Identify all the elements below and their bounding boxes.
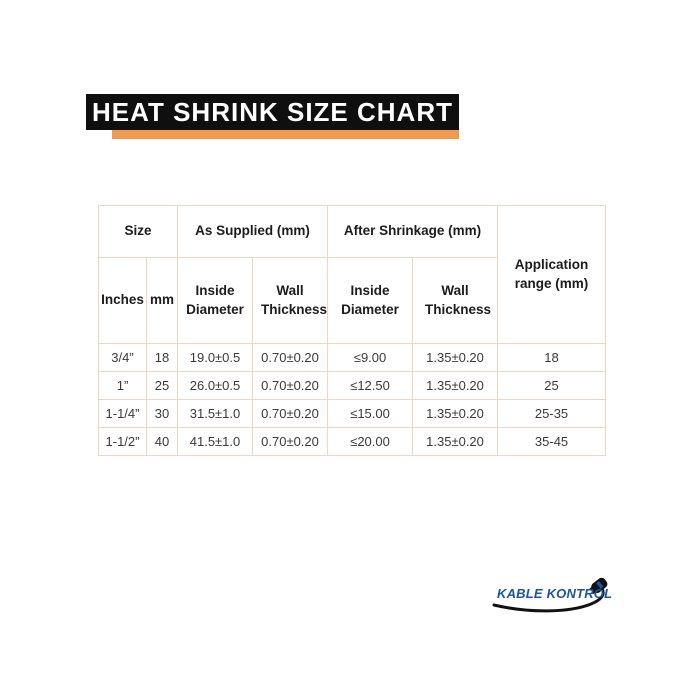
- cell-application-range: 18: [498, 344, 606, 372]
- cell-shrunk-inside-diameter: ≤9.00: [328, 344, 413, 372]
- table-row: [99, 344, 606, 372]
- table-row: [99, 372, 606, 400]
- cell-supplied-inside-diameter: 31.5±1.0: [178, 400, 253, 428]
- cell-mm: 25: [147, 372, 178, 400]
- subheader-wall-thickness-shrunk: Wall Thickness: [413, 258, 498, 344]
- cell-supplied-wall-thickness: 0.70±0.20: [253, 372, 328, 400]
- cell-mm: 30: [147, 400, 178, 428]
- subheader-wall-thickness-supplied: Wall Thickness: [253, 258, 328, 344]
- cell-inches: 3/4”: [99, 344, 147, 372]
- header-group-row: [99, 206, 606, 258]
- cell-shrunk-wall-thickness: 1.35±0.20: [413, 400, 498, 428]
- kable-kontrol-logo: [492, 572, 620, 616]
- header-application-range: Application range (mm): [498, 206, 606, 344]
- cell-inches: 1-1/4”: [99, 400, 147, 428]
- cell-supplied-inside-diameter: 41.5±1.0: [178, 428, 253, 456]
- cell-shrunk-inside-diameter: ≤20.00: [328, 428, 413, 456]
- subheader-inside-diameter-shrunk: Inside Diameter: [328, 258, 413, 344]
- header-as-supplied: As Supplied (mm): [178, 206, 328, 258]
- cell-supplied-inside-diameter: 26.0±0.5: [178, 372, 253, 400]
- cell-application-range: 35-45: [498, 428, 606, 456]
- subheader-inches: Inches: [99, 258, 147, 344]
- cell-application-range: 25: [498, 372, 606, 400]
- subheader-mm: mm: [147, 258, 178, 344]
- cell-supplied-wall-thickness: 0.70±0.20: [253, 428, 328, 456]
- cell-inches: 1-1/2”: [99, 428, 147, 456]
- cell-application-range: 25-35: [498, 400, 606, 428]
- size-chart-table: [98, 205, 606, 456]
- title-banner: [86, 94, 459, 130]
- cell-supplied-inside-diameter: 19.0±0.5: [178, 344, 253, 372]
- banner-accent-bar: [112, 130, 459, 139]
- header-after-shrinkage: After Shrinkage (mm): [328, 206, 498, 258]
- cell-shrunk-wall-thickness: 1.35±0.20: [413, 372, 498, 400]
- cell-shrunk-inside-diameter: ≤15.00: [328, 400, 413, 428]
- logo-graphic: [492, 572, 620, 616]
- table-row: [99, 400, 606, 428]
- cell-mm: 18: [147, 344, 178, 372]
- cell-inches: 1”: [99, 372, 147, 400]
- cell-shrunk-wall-thickness: 1.35±0.20: [413, 344, 498, 372]
- table-row: [99, 428, 606, 456]
- cell-supplied-wall-thickness: 0.70±0.20: [253, 400, 328, 428]
- subheader-inside-diameter-supplied: Inside Diameter: [178, 258, 253, 344]
- page-title: HEAT SHRINK SIZE CHART: [92, 96, 453, 127]
- logo-text: KABLE KONTROL: [497, 586, 613, 601]
- cell-shrunk-wall-thickness: 1.35±0.20: [413, 428, 498, 456]
- cell-mm: 40: [147, 428, 178, 456]
- cell-shrunk-inside-diameter: ≤12.50: [328, 372, 413, 400]
- cell-supplied-wall-thickness: 0.70±0.20: [253, 344, 328, 372]
- header-size: Size: [99, 206, 178, 258]
